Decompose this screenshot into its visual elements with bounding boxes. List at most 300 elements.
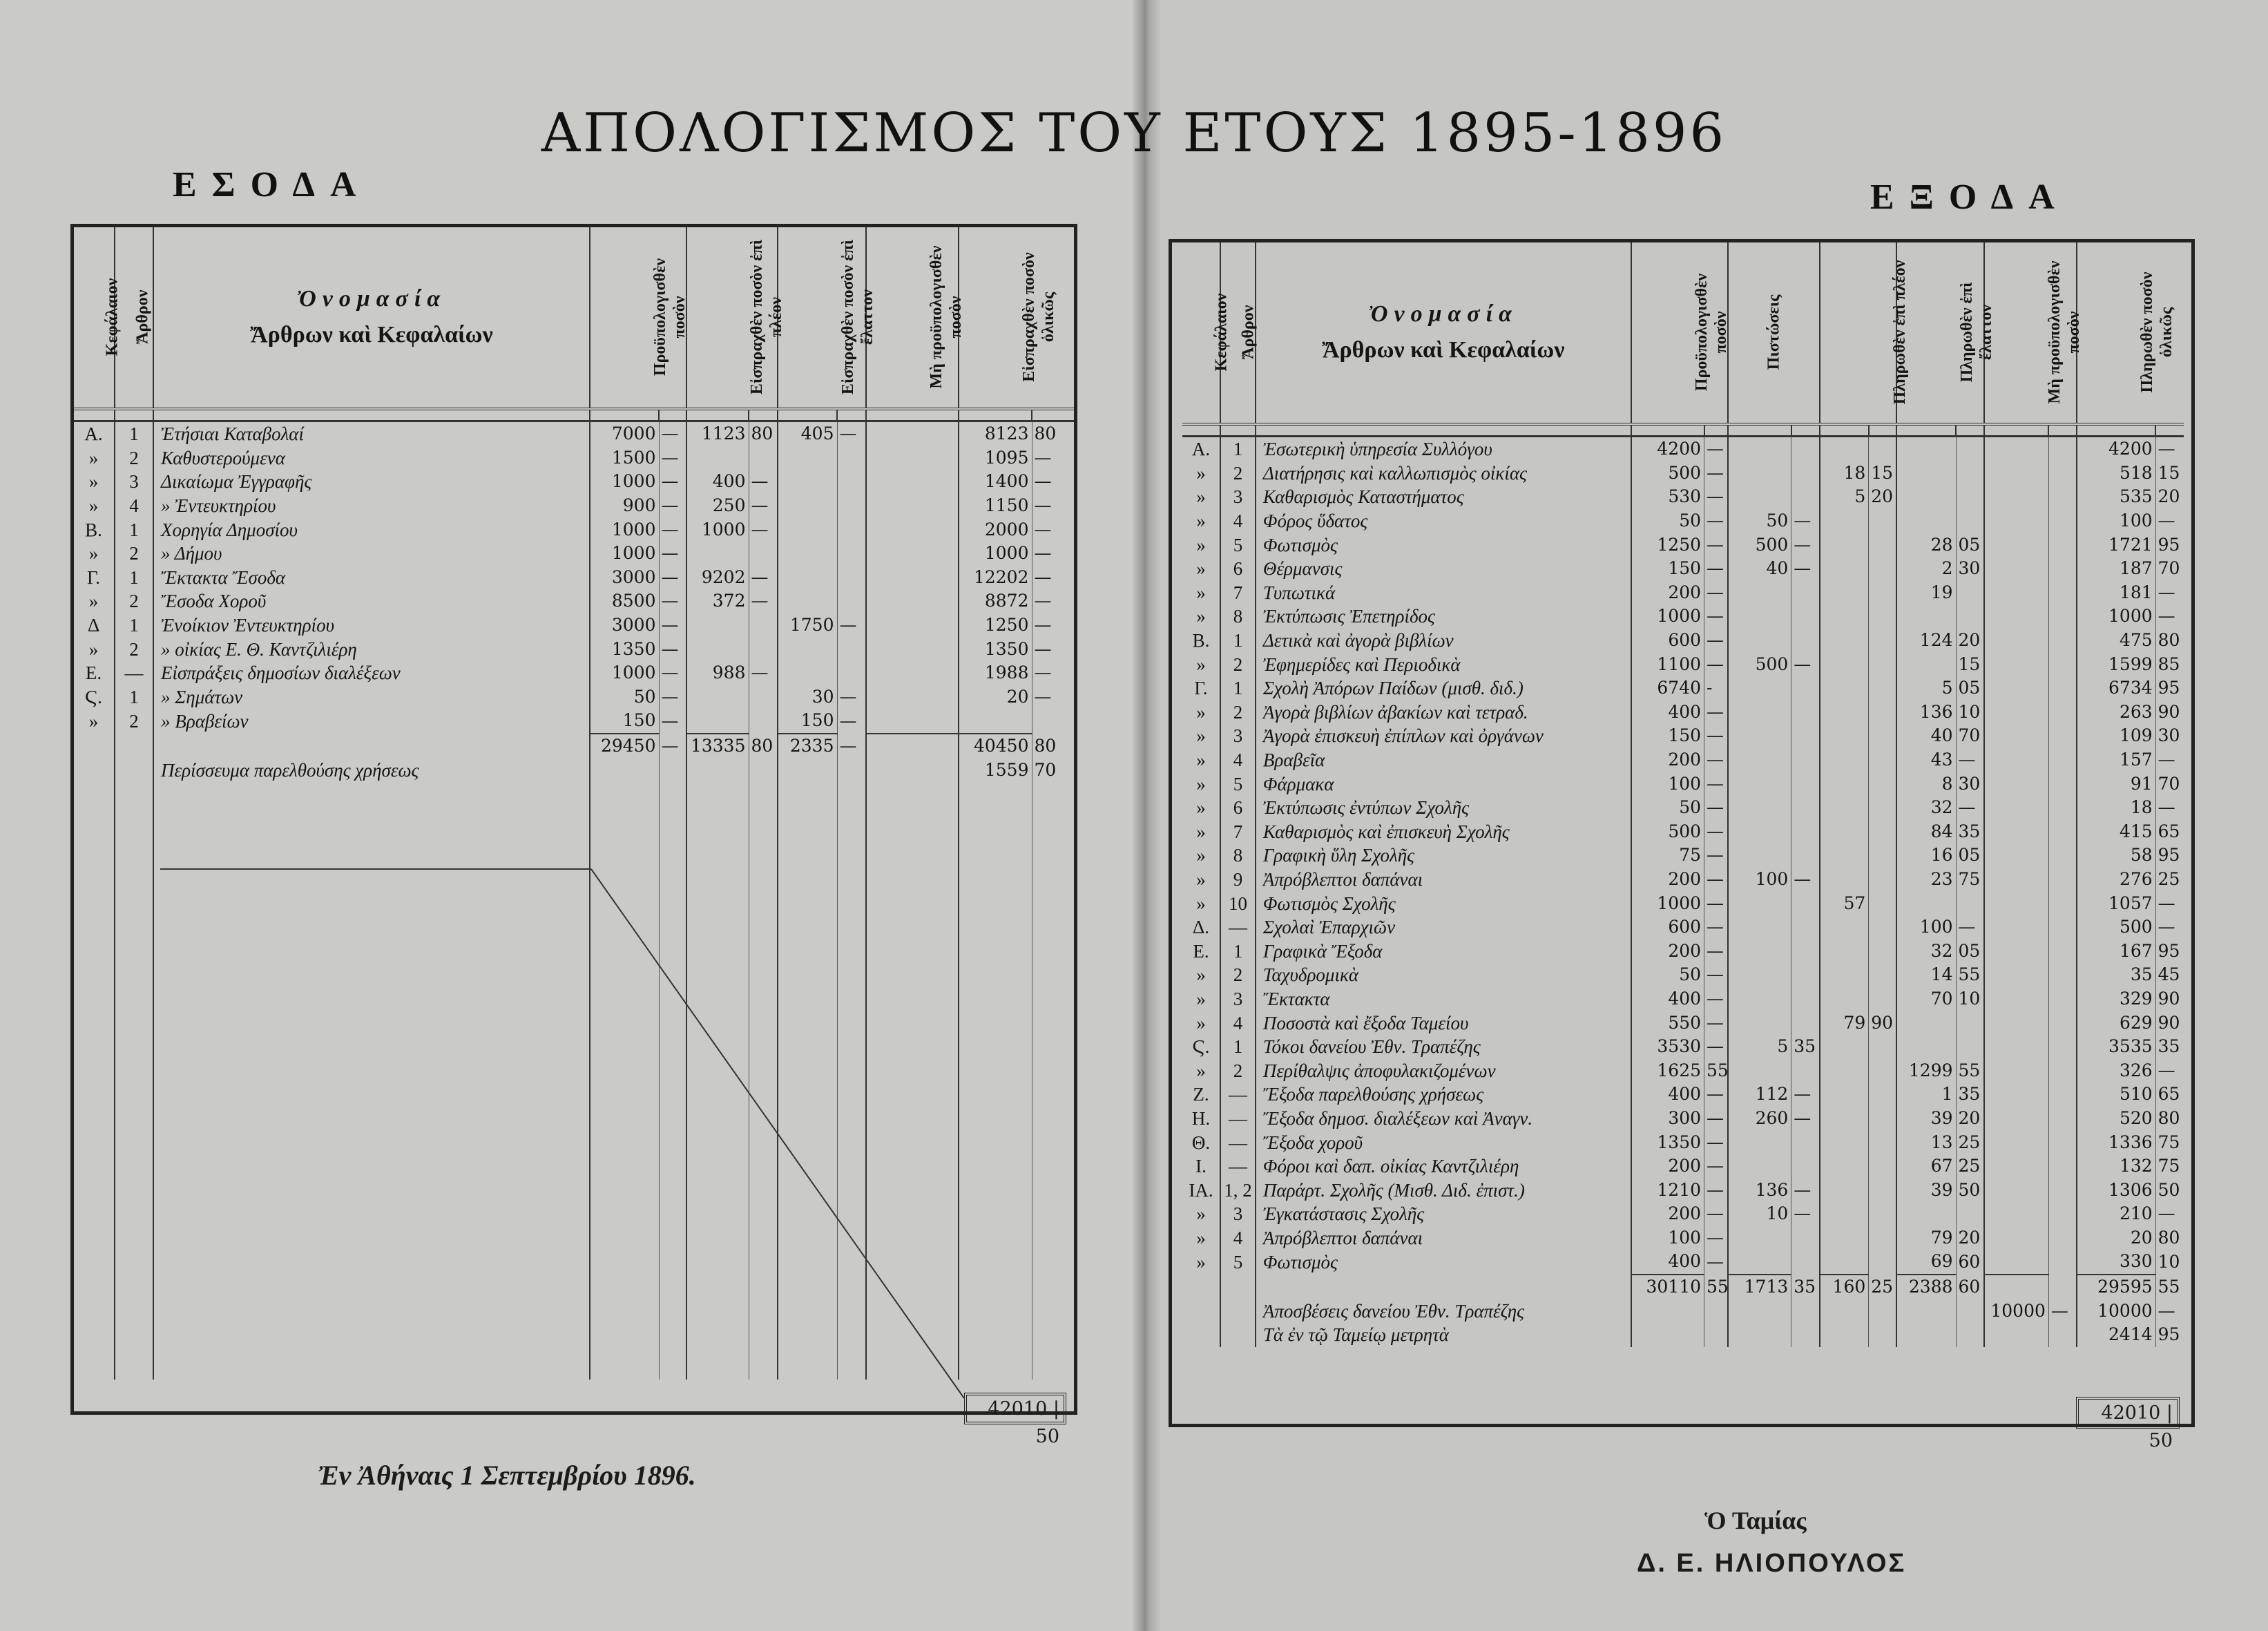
total-cell: 35 xyxy=(2077,963,2155,987)
empty-cell xyxy=(959,1045,1032,1069)
empty-cell xyxy=(837,1308,866,1332)
collected-total: 40450 xyxy=(959,734,1032,759)
empty-cell xyxy=(115,925,153,949)
less-dec-cell xyxy=(837,637,866,661)
name-cell: Τὰ ἐν τῷ Ταμείῳ μετρητὰ xyxy=(1256,1323,1631,1347)
budgeted-cell: 200 xyxy=(1631,748,1704,772)
chapter-cell: » xyxy=(88,638,99,660)
empty-cell xyxy=(866,1045,959,1069)
empty-cell xyxy=(837,1260,866,1284)
empty-cell xyxy=(866,1021,959,1045)
chapter-cell xyxy=(1182,1323,1220,1347)
empty-cell xyxy=(866,1141,959,1165)
empty-cell xyxy=(749,830,778,854)
empty-cell xyxy=(590,1236,659,1260)
less-cell: 19 xyxy=(1896,581,1956,605)
unbudgeted-cell xyxy=(1984,581,2049,605)
empty-cell xyxy=(866,830,959,854)
total-cell: 1988 xyxy=(959,661,1032,685)
empty-cell xyxy=(1032,1212,1075,1237)
unbudgeted-dec-cell xyxy=(2048,987,2077,1011)
more-dec-cell xyxy=(1869,437,1897,461)
unbudgeted-cell xyxy=(866,637,959,661)
empty-cell xyxy=(590,830,659,854)
credits-dec-cell xyxy=(1791,1058,1820,1082)
empty-cell xyxy=(686,1308,749,1332)
empty-cell xyxy=(837,997,866,1021)
less-cell: 39 xyxy=(1896,1178,1956,1202)
empty-cell xyxy=(866,1212,959,1237)
empty-cell xyxy=(686,1355,749,1380)
table-row xyxy=(73,446,1075,470)
more-dec-cell xyxy=(749,446,778,470)
unbudgeted-dec-cell xyxy=(2048,1130,2077,1154)
unbudgeted-dec-cell xyxy=(2048,939,2077,963)
empty-cell xyxy=(686,877,749,902)
empty-cell xyxy=(837,854,866,878)
unbudgeted-dec-cell xyxy=(2048,1058,2077,1082)
table-row xyxy=(1182,509,2184,533)
less-dec-cell: 55 xyxy=(1956,1058,1984,1082)
table-row xyxy=(1182,1058,2184,1082)
credits-dec-cell xyxy=(1791,461,1820,486)
chapter-cell: » xyxy=(1196,988,1206,1009)
less-dec-cell: 55 xyxy=(1956,963,1984,987)
empty-cell xyxy=(778,758,837,782)
table-row xyxy=(1182,1250,2184,1275)
unbudgeted-cell xyxy=(1984,796,2049,820)
empty-cell xyxy=(778,1141,837,1165)
more-dec-cell xyxy=(1869,891,1897,915)
more-total: 13335 xyxy=(686,734,749,759)
budgeted-dec-cell: — xyxy=(1704,796,1729,820)
total-dec-cell: 95 xyxy=(2155,676,2184,700)
empty-cell xyxy=(590,949,659,973)
more-total: 160 xyxy=(1820,1275,1869,1299)
empty-cell xyxy=(153,782,590,806)
total-cell: 20 xyxy=(2077,1226,2155,1250)
empty-cell xyxy=(590,1164,659,1188)
empty-cell xyxy=(778,1116,837,1141)
less-cell: 32 xyxy=(1896,939,1956,963)
more-dec-cell: 90 xyxy=(1869,1011,1897,1035)
empty-cell xyxy=(686,949,749,973)
empty-cell xyxy=(866,1164,959,1188)
name-cell: Φωτισμὸς xyxy=(1256,533,1631,557)
less-dec-cell: 25 xyxy=(1956,1154,1984,1179)
budgeted-total: 30110 xyxy=(1631,1275,1704,1299)
budgeted-dec-cell: — xyxy=(659,661,686,685)
name-cell: Ἐνοίκιον Ἐντευκτηρίου xyxy=(153,613,590,638)
total-dec-cell: 45 xyxy=(2155,963,2184,987)
empty-cell xyxy=(73,1116,115,1141)
less-dec-cell: 30 xyxy=(1956,557,1984,581)
total-cell: 510 xyxy=(2077,1082,2155,1107)
less-dec-cell xyxy=(1956,485,1984,509)
empty-cell xyxy=(590,1284,659,1308)
total-cell: 1057 xyxy=(2077,891,2155,915)
total-cell: 4200 xyxy=(2077,437,2155,461)
empty-cell xyxy=(659,1236,686,1260)
blank-row xyxy=(73,1332,1075,1356)
empty-cell xyxy=(959,1284,1032,1308)
budgeted-dec-cell: — xyxy=(1704,437,1729,461)
table-row xyxy=(73,542,1075,566)
unbudgeted-dec-cell xyxy=(2048,437,2077,461)
budgeted-cell: 3000 xyxy=(590,566,659,590)
empty-cell xyxy=(590,925,659,949)
table-row xyxy=(1182,629,2184,653)
empty-cell xyxy=(73,902,115,926)
table-row xyxy=(73,685,1075,709)
col-paid-more: Πληρωθὲν ἐπὶ πλέον xyxy=(1820,242,1897,424)
empty-cell xyxy=(837,1141,866,1165)
less-cell xyxy=(1896,461,1956,486)
article-cell: 4 xyxy=(1220,1226,1256,1250)
article-cell: 1 xyxy=(115,685,153,709)
more-cell xyxy=(1820,652,1869,676)
less-cell xyxy=(1896,1035,1956,1059)
name-cell: Φόροι καὶ δαπ. οἰκίας Καντζιλιέρη xyxy=(1256,1154,1631,1179)
empty-cell xyxy=(866,854,959,878)
total-dec-cell: — xyxy=(2155,748,2184,772)
paid-total-dec: 55 xyxy=(2155,1275,2184,1299)
total-cell: 10000 xyxy=(2077,1299,2155,1323)
table-row xyxy=(1182,581,2184,605)
empty-cell xyxy=(153,925,590,949)
less-dec-cell: 25 xyxy=(1956,1130,1984,1154)
total-cell: 1000 xyxy=(959,542,1032,566)
unbudgeted-cell xyxy=(1984,1035,2049,1059)
chapter-cell: Α. xyxy=(1191,439,1211,460)
total-dec-cell: 95 xyxy=(2155,939,2184,963)
total-dec-cell: 25 xyxy=(2155,868,2184,892)
budgeted-dec-cell: — xyxy=(1704,820,1729,844)
empty-cell xyxy=(959,1332,1032,1356)
empty-cell xyxy=(73,1069,115,1093)
less-dec-cell: 75 xyxy=(1956,868,1984,892)
more-cell: 372 xyxy=(686,589,749,613)
more-dec-cell: 20 xyxy=(1869,485,1897,509)
less-dec-cell xyxy=(1956,581,1984,605)
chapter-cell: Θ. xyxy=(1191,1132,1211,1153)
name-cell: Δικαίωμα Ἐγγραφῆς xyxy=(153,470,590,494)
total-cell: 157 xyxy=(2077,748,2155,772)
more-dec-cell xyxy=(749,637,778,661)
total-cell: 2000 xyxy=(959,517,1032,542)
budgeted-dec-cell: — xyxy=(1704,891,1729,915)
unbudgeted-cell xyxy=(1984,604,2049,629)
unbudgeted-cell xyxy=(1984,437,2049,461)
chapter-cell: » xyxy=(1196,750,1206,771)
more-dec-cell xyxy=(1869,581,1897,605)
unbudgeted-dec-cell xyxy=(2048,915,2077,940)
chapter-cell: Ζ. xyxy=(1193,1084,1209,1105)
budgeted-dec-cell: — xyxy=(1704,843,1729,868)
table-row xyxy=(73,613,1075,638)
article-cell: 1, 2 xyxy=(1220,1178,1256,1202)
table-row xyxy=(73,566,1075,590)
credits-dec-cell xyxy=(1791,1154,1820,1179)
total-dec-cell: — xyxy=(1032,661,1075,685)
empty-cell xyxy=(837,1188,866,1212)
more-dec-cell xyxy=(1869,509,1897,533)
more-dec-cell xyxy=(1869,939,1897,963)
more-dec-cell xyxy=(749,542,778,566)
unbudgeted-cell: 10000 xyxy=(1984,1299,2049,1323)
article-cell: 2 xyxy=(1220,652,1256,676)
budgeted-dec-cell: — xyxy=(659,709,686,734)
empty-cell xyxy=(659,1116,686,1141)
more-dec-cell xyxy=(1869,652,1897,676)
table-row xyxy=(1182,820,2184,844)
empty-cell xyxy=(837,1045,866,1069)
col-name: Ὀνομασία Ἄρθρων καὶ Κεφαλαίων xyxy=(1256,242,1631,424)
article-cell: 1 xyxy=(1220,676,1256,700)
empty-cell xyxy=(778,877,837,902)
unbudgeted-cell xyxy=(1984,1082,2049,1107)
more-dec-cell xyxy=(1869,724,1897,748)
empty-cell xyxy=(153,973,590,998)
empty-cell xyxy=(590,758,659,782)
budgeted-dec-cell: — xyxy=(1704,557,1729,581)
budgeted-cell: 500 xyxy=(1631,461,1704,486)
budgeted-cell: 50 xyxy=(1631,963,1704,987)
budgeted-cell: 50 xyxy=(1631,509,1704,533)
name-cell: Γραφικὰ Ἔξοδα xyxy=(1256,939,1631,963)
article-cell: 1 xyxy=(1220,629,1256,653)
budgeted-cell: 200 xyxy=(1631,939,1704,963)
less-dec-cell: 50 xyxy=(1956,1178,1984,1202)
budgeted-cell: 400 xyxy=(1631,700,1704,725)
budgeted-dec-cell: — xyxy=(659,446,686,470)
chapter-cell: » xyxy=(1196,797,1206,819)
more-dec-cell: 80 xyxy=(749,421,778,446)
empty-cell xyxy=(686,925,749,949)
credits-dec-cell xyxy=(1791,987,1820,1011)
less-dec-cell: — xyxy=(837,709,866,734)
less-dec-cell xyxy=(1956,437,1984,461)
name-cell: » Σημάτων xyxy=(153,685,590,709)
credits-cell xyxy=(1728,1250,1791,1275)
name-cell: Ἀγορὰ ἐπισκευὴ ἐπίπλων καὶ ὀργάνων xyxy=(1256,724,1631,748)
empty-cell xyxy=(590,1355,659,1380)
less-cell xyxy=(778,470,837,494)
budgeted-dec-cell: — xyxy=(1704,629,1729,653)
table-row xyxy=(1182,1130,2184,1154)
chapter-cell: Ϛ. xyxy=(85,686,102,707)
col-paid-total: Πληρωθὲν ποσὸν ὁλικῶς xyxy=(2077,242,2184,424)
empty-cell xyxy=(749,1141,778,1165)
blank-row xyxy=(73,1308,1075,1332)
unbudgeted-cell xyxy=(1984,557,2049,581)
empty-cell xyxy=(778,1236,837,1260)
name-cell: Φωτισμὸς Σχολῆς xyxy=(1256,891,1631,915)
less-cell: 30 xyxy=(778,685,837,709)
less-cell: 1 xyxy=(1896,1082,1956,1107)
article-cell: 5 xyxy=(1220,772,1256,796)
empty-cell xyxy=(115,1236,153,1260)
total-dec-cell: — xyxy=(2155,796,2184,820)
total-dec-cell: — xyxy=(1032,517,1075,542)
unbudgeted-dec-cell xyxy=(2048,820,2077,844)
unbudgeted-dec-cell xyxy=(2048,868,2077,892)
less-cell: 14 xyxy=(1896,963,1956,987)
col-paid-less: Πληρωθὲν ἐπὶ ἔλαττον xyxy=(1896,242,1983,424)
chapter-cell: Β. xyxy=(1192,630,1210,651)
col-collected-less: Εἰσπραχθὲν ποσὸν ἐπὶ ἔλαττον xyxy=(778,227,866,409)
empty-cell xyxy=(659,758,686,782)
empty-cell xyxy=(153,1236,590,1260)
empty-cell xyxy=(590,1021,659,1045)
more-cell: 1123 xyxy=(686,421,749,446)
less-cell: 28 xyxy=(1896,533,1956,557)
blank-row xyxy=(73,782,1075,806)
name-cell: Διατήρησις καὶ καλλωπισμὸς οἰκίας xyxy=(1256,461,1631,486)
credits-cell xyxy=(1728,485,1791,509)
budgeted-dec-cell: 55 xyxy=(1704,1058,1729,1082)
empty-cell xyxy=(749,1188,778,1212)
unbudgeted-cell xyxy=(1984,676,2049,700)
empty-cell xyxy=(837,1355,866,1380)
empty-cell xyxy=(837,1164,866,1188)
empty-cell xyxy=(959,1188,1032,1212)
unbudgeted-cell xyxy=(1984,868,2049,892)
unbudgeted-dec-cell xyxy=(2048,485,2077,509)
total-cell: 91 xyxy=(2077,772,2155,796)
empty-cell xyxy=(590,1069,659,1093)
less-cell: 5 xyxy=(1896,676,1956,700)
table-row xyxy=(1182,533,2184,557)
budgeted-cell: 900 xyxy=(590,494,659,518)
less-cell: 39 xyxy=(1896,1107,1956,1131)
table-row xyxy=(73,494,1075,518)
unbudgeted-cell xyxy=(866,421,959,446)
total-dec-cell: — xyxy=(1032,589,1075,613)
total-cell: 518 xyxy=(2077,461,2155,486)
surplus-amount: 1559 xyxy=(959,758,1032,782)
collected-total-dec: 80 xyxy=(1032,734,1075,759)
empty-cell xyxy=(749,806,778,830)
total-dec-cell: 90 xyxy=(2155,1011,2184,1035)
blank-row xyxy=(73,1069,1075,1093)
unbudgeted-cell xyxy=(1984,724,2049,748)
article-cell xyxy=(1220,1299,1256,1323)
empty-cell xyxy=(153,1284,590,1308)
less-dec-cell: — xyxy=(1956,796,1984,820)
more-cell xyxy=(1820,437,1869,461)
budgeted-cell: 1000 xyxy=(590,517,659,542)
table-row xyxy=(1182,891,2184,915)
empty-cell xyxy=(778,997,837,1021)
chapter-cell: Ε. xyxy=(1193,940,1209,962)
empty-cell xyxy=(866,925,959,949)
table-row xyxy=(1182,1226,2184,1250)
total-cell: 58 xyxy=(2077,843,2155,868)
less-cell xyxy=(1896,891,1956,915)
name-cell: Ἔξοδα δημοσ. διαλέξεων καὶ Ἀναγν. xyxy=(1256,1107,1631,1131)
less-cell: 84 xyxy=(1896,820,1956,844)
credits-dec-cell: — xyxy=(1791,1107,1820,1131)
empty-cell xyxy=(153,1093,590,1117)
budgeted-cell: 550 xyxy=(1631,1011,1704,1035)
name-cell: Ἐτήσιαι Καταβολαί xyxy=(153,421,590,446)
article-cell: 1 xyxy=(115,517,153,542)
blank-row xyxy=(73,1355,1075,1380)
total-dec-cell: 80 xyxy=(2155,1107,2184,1131)
chapter-cell: Ϛ. xyxy=(1192,1036,1210,1058)
unbudgeted-dec-cell xyxy=(2048,772,2077,796)
empty-cell xyxy=(153,1164,590,1188)
less-dec-cell xyxy=(837,661,866,685)
unbudgeted-dec-cell xyxy=(2048,461,2077,486)
chapter-cell: Ε. xyxy=(85,662,102,684)
credits-cell xyxy=(1728,915,1791,940)
article-cell: — xyxy=(1220,1082,1256,1107)
article-cell: 2 xyxy=(1220,1058,1256,1082)
empty-cell xyxy=(590,902,659,926)
chapter-cell: » xyxy=(88,710,99,732)
credits-cell xyxy=(1728,820,1791,844)
credits-dec-cell xyxy=(1791,1226,1820,1250)
unbudgeted-dec-cell xyxy=(2048,533,2077,557)
name-cell: Περίθαλψις ἀποφυλακιζομένων xyxy=(1256,1058,1631,1082)
more-cell: 57 xyxy=(1820,891,1869,915)
budgeted-dec-cell: — xyxy=(1704,1082,1729,1107)
chapter-cell: Α. xyxy=(84,423,103,445)
empty-cell xyxy=(959,1069,1032,1093)
article-cell: 6 xyxy=(1220,557,1256,581)
unbudgeted-total-dec xyxy=(2048,1275,2077,1299)
table-row xyxy=(1182,557,2184,581)
more-dec-cell xyxy=(1869,676,1897,700)
empty-cell xyxy=(686,1188,749,1212)
credits-dec-cell xyxy=(1791,604,1820,629)
more-dec-cell: — xyxy=(749,494,778,518)
more-cell: 79 xyxy=(1820,1011,1869,1035)
blank-row xyxy=(73,1116,1075,1141)
credits-dec-cell: 35 xyxy=(1791,1035,1820,1059)
more-cell xyxy=(686,542,749,566)
empty-cell xyxy=(590,1212,659,1237)
blank-row xyxy=(73,1236,1075,1260)
more-dec-cell xyxy=(1869,629,1897,653)
empty-cell xyxy=(778,949,837,973)
empty-cell xyxy=(749,1308,778,1332)
credits-dec-cell xyxy=(1791,820,1820,844)
budgeted-dec-cell: — xyxy=(1704,1202,1729,1226)
chapter-cell: Β. xyxy=(85,519,102,540)
empty-cell xyxy=(686,854,749,878)
budgeted-cell: 150 xyxy=(1631,557,1704,581)
more-dec-cell xyxy=(1869,1130,1897,1154)
table-row xyxy=(1182,1107,2184,1131)
empty-cell xyxy=(749,877,778,902)
credits-cell: 10 xyxy=(1728,1202,1791,1226)
total-dec-cell: 20 xyxy=(2155,485,2184,509)
empty-cell xyxy=(866,782,959,806)
unbudgeted-cell xyxy=(1984,533,2049,557)
empty-cell xyxy=(1791,1323,1820,1347)
less-dec-cell: — xyxy=(1956,748,1984,772)
total-dec-cell: 95 xyxy=(2155,1323,2184,1347)
more-dec-cell xyxy=(1869,796,1897,820)
article-cell: 10 xyxy=(1220,891,1256,915)
credits-cell: 100 xyxy=(1728,868,1791,892)
budgeted-dec-cell: — xyxy=(659,517,686,542)
more-cell xyxy=(1820,915,1869,940)
unbudgeted-dec-cell xyxy=(2048,1154,2077,1179)
